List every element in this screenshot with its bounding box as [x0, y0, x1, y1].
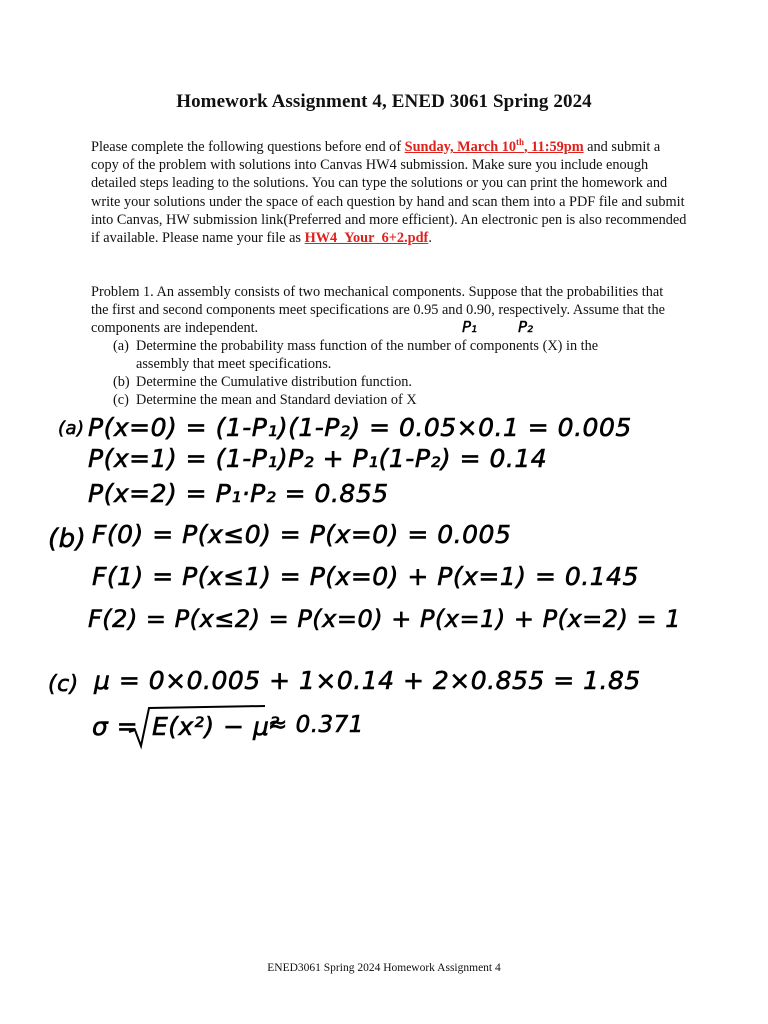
handwritten-p2-note: P₂: [518, 318, 534, 336]
handwritten-b2: F(1) = P(x≤1) = P(x=0) + P(x=1) = 0.145: [92, 562, 639, 591]
deadline: [405, 139, 584, 155]
handwritten-a1: P(x=0) = (1-P₁)(1-P₂) = 0.05×0.1 = 0.005: [88, 413, 632, 442]
part-text: Determine the probability mass function of the number of components (X) in the: [136, 338, 599, 354]
handwritten-b3: F(2) = P(x≤2) = P(x=0) + P(x=1) + P(x=2) = 1: [88, 605, 682, 633]
page-title: Homework Assignment 4, ENED 3061 Spring 2024: [176, 91, 592, 112]
part-label: (c): [113, 392, 129, 408]
deadline-suffix: th: [516, 137, 525, 148]
intro-end: .: [428, 230, 432, 247]
problem-parts: [113, 337, 633, 409]
part-label: (a): [113, 338, 129, 354]
page-footer: ENED3061 Spring 2024 Homework Assignment 4: [267, 962, 501, 974]
handwritten-a3: P(x=2) = P₁·P₂ = 0.855: [88, 479, 389, 508]
deadline-time: , 11:59pm: [524, 139, 584, 155]
handwritten-c2-radicand: E(x²) − μ²: [152, 712, 280, 741]
handwritten-c2-lhs: σ =: [92, 712, 139, 741]
handwritten-a2: P(x=1) = (1-P₁)P₂ + P₁(1-P₂) = 0.14: [88, 444, 548, 473]
handwritten-c-label: (c): [48, 672, 79, 697]
part-text: Determine the mean and Standard deviation of X: [136, 392, 417, 408]
intro-instructions: and submit a copy of the problem with solutions into Canvas HW4 submission. Make sure you include enough detailed steps leading to the solutions. You can type the solutions or you can print the homework and write your solutions under the space of each question by hand and scan them into a PDF file and submit into Canvas, HW submission link(Preferred and more efficient). An electronic pen is also recommended if available. Please name your file as: [91, 139, 687, 247]
handwritten-a-label: (a): [58, 418, 85, 439]
problem-statement: Problem 1. An assembly consists of two mechanical components. Suppose that the probabilities that the first and second components meet specifications are 0.95 and 0.90, respectively. Assume that the components are independent.: [91, 284, 665, 336]
part-label: (b): [113, 374, 130, 390]
intro-text: Please complete the following questions before end of: [91, 139, 405, 155]
handwritten-b1: F(0) = P(x≤0) = P(x=0) = 0.005: [92, 520, 512, 549]
handwritten-c1: μ = 0×0.005 + 1×0.14 + 2×0.855 = 1.85: [94, 666, 641, 695]
filename: HW4_Your_6+2.pdf: [304, 230, 429, 247]
part-a-continued: assembly that meet specifications.: [136, 356, 332, 372]
intro-paragraph: [91, 138, 687, 247]
part-a: [113, 337, 633, 355]
part-b: [113, 373, 633, 391]
part-c: [113, 391, 633, 409]
handwritten-b-label: (b): [48, 524, 87, 554]
part-text: Determine the Cumulative distribution function.: [136, 374, 412, 390]
handwritten-c2-result: ≈ 0.371: [268, 712, 364, 738]
deadline-date: Sunday, March 10: [404, 139, 517, 155]
handwritten-p1-note: P₁: [462, 318, 478, 336]
